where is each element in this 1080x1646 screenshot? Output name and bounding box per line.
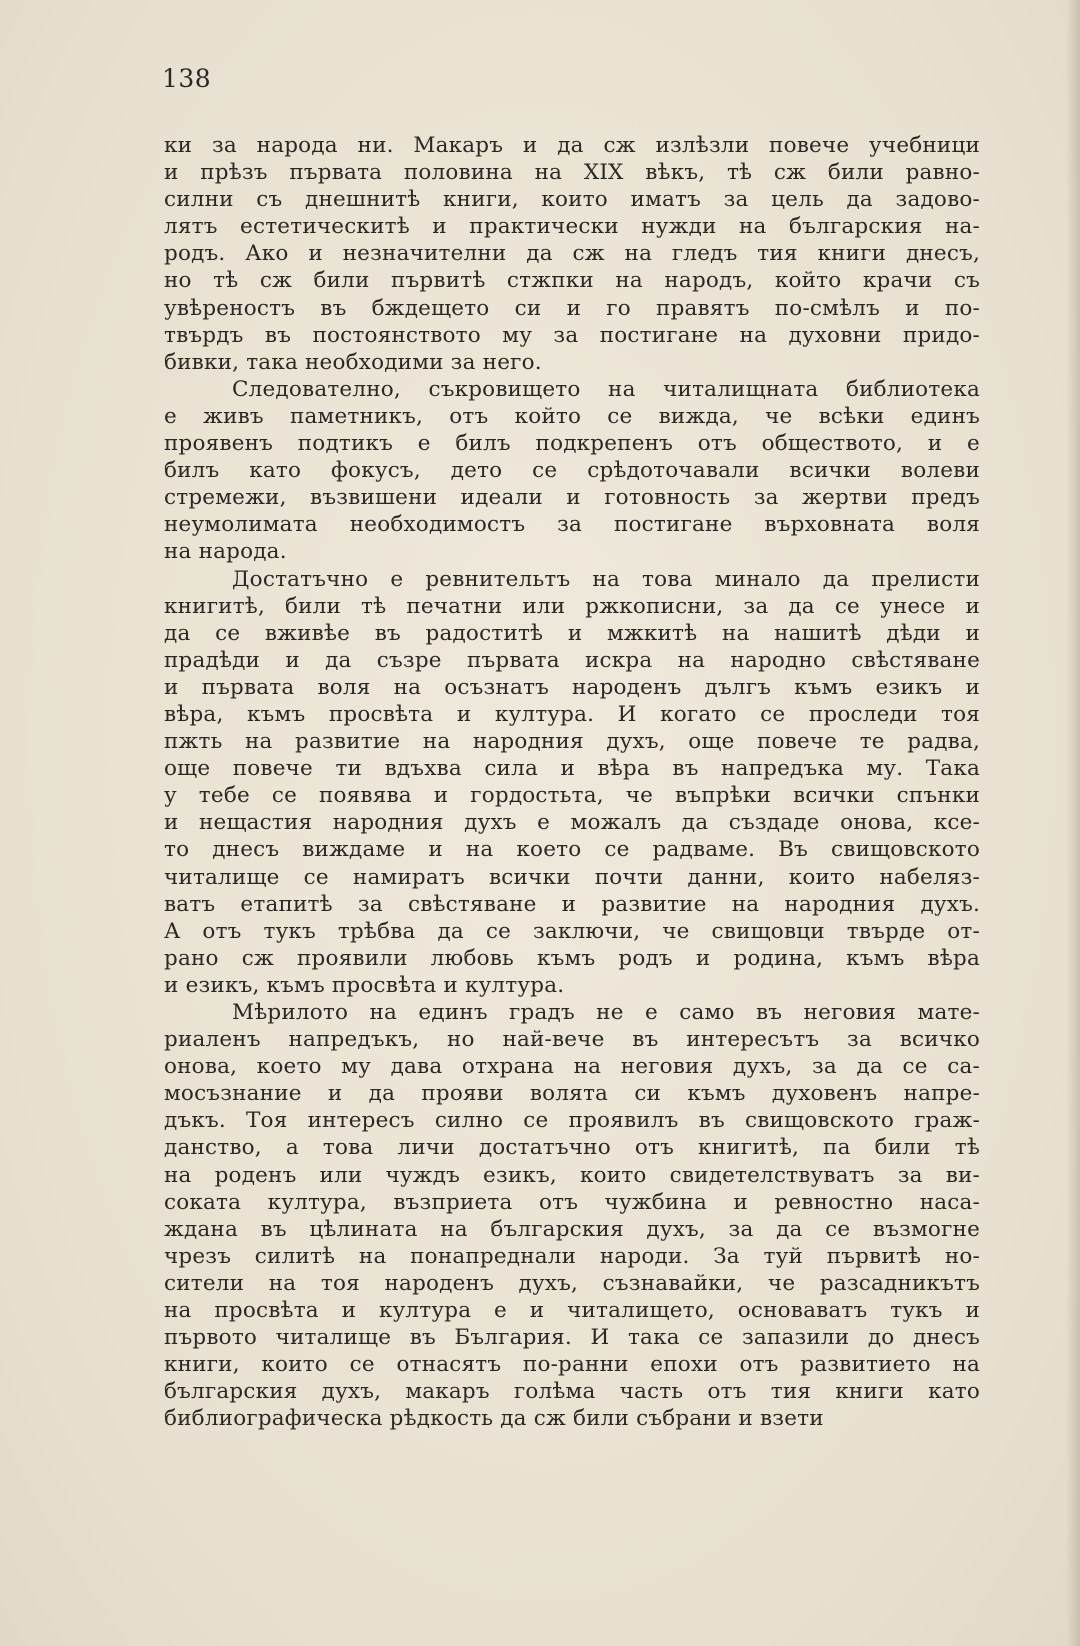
text-line: рано сж проявили любовь къмъ родъ и родина, къмъ вѣра [164,945,980,971]
text-line: още повече ти вдъхва сила и вѣра въ напредъка му. Така [164,756,980,782]
text-line: неумолимата необходимостъ за постигане върховната воля [164,512,980,538]
text-line: А отъ тукъ трѣбва да се заключи, че свищовци твърде от- [164,918,980,944]
paragraph [164,999,980,1433]
text-line: сители на тоя народенъ духъ, съзнавайки, че разсадникътъ [164,1270,980,1296]
text-line: мосъзнание и да прояви волята си къмъ духовенъ напре- [164,1081,980,1107]
text-line: вѣра, къмъ просвѣта и култура. И когато се проследи тоя [164,701,980,727]
text-line: но тѣ сж били първитѣ стжпки на народъ, който крачи съ [164,268,980,294]
text-line: бивки, така необходими за него. [164,349,542,375]
text-line: ватъ етапитѣ за свѣстяване и развитие на народния духъ. [164,891,980,917]
text-line: и езикъ, къмъ просвѣта и култура. [164,972,565,998]
text-line: увѣреностъ въ бждещето си и го правятъ по-смѣлъ и по- [164,295,980,321]
text-line: Мѣрилото на единъ градъ не е само въ неговия мате- [232,1000,980,1025]
text-line: то днесъ виждаме и на което се радваме. Въ свищовското [164,837,980,863]
page-edge-shadow [1066,0,1080,1646]
text-line: дъкъ. Тоя интересъ силно се проявилъ въ свищовското граж- [164,1108,980,1134]
text-line: да се вживѣе въ радоститѣ и мжкитѣ на нашитѣ дѣди и [164,620,980,646]
text-line: и прѣзъ първата половина на XIX вѣкъ, тѣ сж били равно- [164,160,980,186]
paragraph [164,566,980,1000]
text-line: онова, което му дава отхрана на неговия духъ, за да се са- [164,1054,980,1080]
text-line: Достатъчно е ревнительтъ на това минало да прелисти [232,566,980,592]
text-line: ждана въ цѣлината на българския духъ, за да се възмогне [164,1216,980,1242]
text-line: ки за народа ни. Макаръ и да сж излѣзли повече учебници [164,133,980,158]
text-line: проявенъ подтикъ е билъ подкрепенъ отъ обществото, и е [164,431,980,457]
text-line: лятъ естетическитѣ и практически нужди на българския на- [164,214,980,240]
text-line: българския духъ, макаръ голѣма часть отъ тия книги като [164,1379,980,1405]
text-line: чрезъ силитѣ на понапреднали народи. За туй първитѣ но- [164,1243,980,1269]
text-line: прадѣди и да съзре първата искра на народно свѣстяване [164,647,980,673]
text-line: у тебе се появява и гордостьта, че въпрѣки всички спънки [164,783,980,809]
text-line: на роденъ или чуждъ езикъ, които свидетелствуватъ за ви- [164,1162,980,1188]
text-line: книгитѣ, били тѣ печатни или ржкописни, за да се унесе и [164,593,980,619]
paragraph [164,132,980,376]
text-line: пжть на развитие на народния духъ, още повече те радва, [164,729,980,755]
text-line: на просвѣта и култура е и читалището, основаватъ тукъ и [164,1298,980,1324]
text-line: стремежи, възвишени идеали и готовность за жертви предъ [164,485,980,511]
paragraph [164,376,980,566]
text-line: твърдъ въ постоянството му за постигане на духовни придо- [164,322,980,348]
text-line: на народа. [164,539,287,565]
text-line: билъ като фокусъ, дето се срѣдоточавали всички волеви [164,458,980,484]
text-line: данство, а това личи достатъчно отъ книгитѣ, па били тѣ [164,1135,980,1161]
text-line: Следователно, съкровището на читалищната библиотека [232,376,980,402]
page-number: 138 [162,64,212,93]
text-line: книги, които се отнасятъ по-ранни епохи отъ развитието на [164,1352,980,1378]
text-line: първото читалище въ България. И така се запазили до днесъ [164,1325,980,1351]
text-line: родъ. Ако и незначителни да сж на гледъ тия книги днесъ, [164,241,980,267]
text-line: и нещастия народния духъ е можалъ да създаде онова, ксе- [164,810,980,836]
body-text [164,132,980,1433]
text-line: риаленъ напредъкъ, но най-вече въ интересътъ за всичко [164,1027,980,1053]
text-line: библиографическа рѣдкость да сж били събрани и взети [164,1406,824,1432]
text-line: соката култура, възприета отъ чужбина и ревностно наса- [164,1189,980,1215]
text-line: и първата воля на осъзнатъ народенъ дългъ къмъ езикъ и [164,674,980,700]
text-line: е живъ паметникъ, отъ който се вижда, че всѣки единъ [164,403,980,429]
text-line: читалище се намиратъ всички почти данни, които набеляз- [164,864,980,890]
text-line: силни съ днешнитѣ книги, които иматъ за цель да задово- [164,187,980,213]
